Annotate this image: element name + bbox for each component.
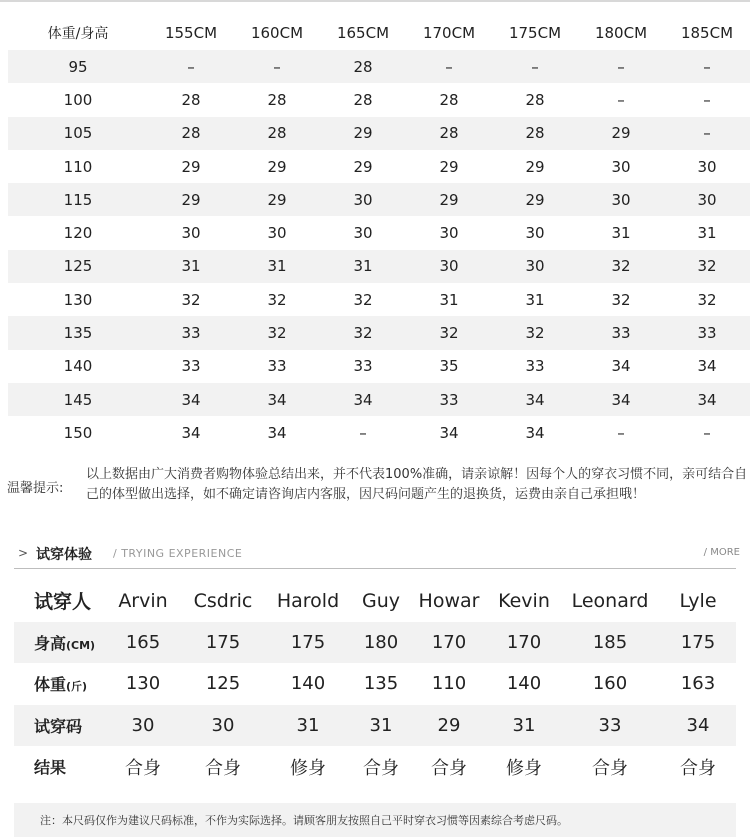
size-chart-row <box>8 283 750 316</box>
section-divider <box>14 568 736 569</box>
weight-cell: 163 <box>680 673 716 695</box>
size-cell: 34 <box>181 390 201 409</box>
weight-cell: 140 <box>63 357 93 376</box>
size-cell: 28 <box>439 124 459 143</box>
size-chart-row <box>8 416 750 449</box>
height-row <box>14 622 736 664</box>
size-cell: 29 <box>181 190 201 209</box>
height-cell: 175 <box>290 631 326 653</box>
size-cell: 28 <box>525 124 545 143</box>
weight-unit: (斤) <box>66 680 88 694</box>
size-cell: 30 <box>525 224 545 243</box>
result-cell: 合身 <box>125 757 161 779</box>
result-cell: 修身 <box>506 757 542 779</box>
size-cell: 32 <box>439 324 459 343</box>
size-cell: – <box>273 57 281 76</box>
height-header: 155CM <box>164 24 218 42</box>
person-name-cell: Guy <box>361 589 400 612</box>
result-cell: 合身 <box>363 757 399 779</box>
height-cell: 180 <box>363 631 399 653</box>
size-cell: 32 <box>181 290 201 309</box>
weight-cell: 140 <box>506 673 542 695</box>
size-chart-body <box>8 50 750 450</box>
size-cell: 34 <box>267 390 287 409</box>
size-cell: 29 <box>267 190 287 209</box>
size-cell: 31 <box>369 714 393 736</box>
height-header: 160CM <box>250 24 304 42</box>
trying-experience-title: 试穿体验 <box>36 547 92 563</box>
size-chart-row <box>8 350 750 383</box>
chevron-right-icon: > <box>18 546 29 560</box>
tip-label: 温馨提示: <box>7 481 64 496</box>
size-cell: 32 <box>525 324 545 343</box>
size-cell: 34 <box>439 423 459 442</box>
weight-cell: 95 <box>68 57 88 76</box>
result-cell: 修身 <box>290 757 326 779</box>
size-cell: 33 <box>697 324 717 343</box>
size-cell: – <box>703 57 711 76</box>
size-cell: 32 <box>611 257 631 276</box>
size-cell: 34 <box>353 390 373 409</box>
size-cell: 29 <box>439 157 459 176</box>
top-divider <box>0 0 750 2</box>
weight-cell: 150 <box>63 423 93 442</box>
weight-cell: 105 <box>63 124 93 143</box>
weight-cell: 120 <box>63 224 93 243</box>
person-name-cell: Lyle <box>679 589 717 612</box>
height-header: 180CM <box>594 24 648 42</box>
size-chart-row <box>8 117 750 150</box>
person-row <box>14 580 736 622</box>
size-cell: 30 <box>611 157 631 176</box>
height-header: 185CM <box>680 24 734 42</box>
size-cell: 29 <box>353 157 373 176</box>
size-row <box>14 705 736 747</box>
height-header: 170CM <box>422 24 476 42</box>
height-header: 165CM <box>336 24 390 42</box>
trying-experience-table <box>14 580 736 788</box>
size-cell: 32 <box>611 290 631 309</box>
height-cell: 170 <box>431 631 467 653</box>
size-cell: 30 <box>611 190 631 209</box>
size-cell: – <box>187 57 195 76</box>
size-chart-table <box>8 16 750 450</box>
size-cell: – <box>531 57 539 76</box>
size-cell: 34 <box>181 423 201 442</box>
note-text: 注：本尺码仅作为建议尺码标准，不作为实际选择。请顾客朋友按照自己平时穿衣习惯等因素综合考虑尺码。 <box>40 814 568 827</box>
weight-cell: 115 <box>63 190 93 209</box>
size-cell: 33 <box>525 357 545 376</box>
height-cell: 170 <box>506 631 542 653</box>
size-chart-row <box>8 50 750 83</box>
size-chart-header-row <box>8 16 750 50</box>
height-cell: 175 <box>205 631 241 653</box>
height-cell: 175 <box>680 631 716 653</box>
size-cell: 34 <box>697 390 717 409</box>
result-cell: 合身 <box>592 757 628 779</box>
weight-cell: 135 <box>63 324 93 343</box>
weight-cell: 135 <box>363 673 399 695</box>
weight-cell: 140 <box>290 673 326 695</box>
size-cell: 29 <box>525 157 545 176</box>
size-cell: 34 <box>697 357 717 376</box>
person-name-cell: Arvin <box>118 589 168 612</box>
size-cell: 31 <box>512 714 536 736</box>
size-cell: 28 <box>181 90 201 109</box>
size-cell: 31 <box>439 290 459 309</box>
size-cell: 30 <box>267 224 287 243</box>
weight-row <box>14 663 736 705</box>
trying-experience-subtitle: / TRYING EXPERIENCE <box>113 547 243 560</box>
size-cell: 28 <box>267 124 287 143</box>
height-cell: 185 <box>592 631 628 653</box>
size-cell: – <box>359 423 367 442</box>
size-cell: 30 <box>697 190 717 209</box>
size-cell: 34 <box>611 357 631 376</box>
size-cell: 32 <box>697 290 717 309</box>
weight-cell: 130 <box>125 673 161 695</box>
weight-cell: 125 <box>63 257 93 276</box>
height-header: 175CM <box>508 24 562 42</box>
size-chart-row <box>8 250 750 283</box>
size-cell: 34 <box>525 423 545 442</box>
tip-text: 以上数据由广大消费者购物体验总结出来，并不代表100%准确，请亲谅解！因每个人的穿衣习惯不同，亲可结合自己的体型做出选择，如不确定请咨询店内客服，因尺码问题产生的退换货，运费由亲自己承担哦！ <box>86 467 748 502</box>
size-chart-corner-label: 体重/身高 <box>47 26 109 42</box>
size-cell: 28 <box>353 57 373 76</box>
size-cell: 32 <box>267 290 287 309</box>
result-row <box>14 746 736 788</box>
size-cell: 31 <box>296 714 320 736</box>
height-unit: (CM) <box>66 638 96 652</box>
size-cell: 32 <box>353 324 373 343</box>
size-cell: 29 <box>353 124 373 143</box>
height-label-text: 身高 <box>34 633 67 653</box>
more-link[interactable]: / MORE <box>703 547 740 558</box>
size-cell: 29 <box>611 124 631 143</box>
size-cell: 32 <box>267 324 287 343</box>
result-label: 结果 <box>34 758 67 778</box>
size-cell: 31 <box>181 257 201 276</box>
size-cell: 30 <box>525 257 545 276</box>
size-cell: 29 <box>525 190 545 209</box>
size-cell: 29 <box>267 157 287 176</box>
person-name-cell: Kevin <box>498 589 550 612</box>
size-chart-row <box>8 216 750 249</box>
size-cell: 29 <box>437 714 461 736</box>
size-chart-row <box>8 316 750 349</box>
size-cell: 33 <box>181 357 201 376</box>
size-cell: 28 <box>525 90 545 109</box>
person-name-cell: Csdric <box>193 589 253 612</box>
size-cell: 32 <box>697 257 717 276</box>
size-cell: 34 <box>267 423 287 442</box>
weight-label-text: 体重 <box>34 675 67 695</box>
height-cell: 165 <box>125 631 161 653</box>
size-cell: 33 <box>267 357 287 376</box>
size-label: 试穿码 <box>34 716 83 736</box>
size-cell: 28 <box>267 90 287 109</box>
result-cell: 合身 <box>205 757 241 779</box>
weight-cell: 145 <box>63 390 93 409</box>
size-cell: – <box>617 423 625 442</box>
size-cell: – <box>445 57 453 76</box>
size-chart-row <box>8 183 750 216</box>
size-cell: 31 <box>353 257 373 276</box>
size-chart-row <box>8 383 750 416</box>
height-label <box>14 631 104 654</box>
size-cell: 30 <box>353 224 373 243</box>
size-cell: – <box>617 57 625 76</box>
size-cell: 29 <box>439 190 459 209</box>
size-cell: 30 <box>353 190 373 209</box>
size-chart-row <box>8 83 750 116</box>
size-cell: 34 <box>525 390 545 409</box>
size-cell: 31 <box>267 257 287 276</box>
person-name-cell: Howar <box>418 589 480 612</box>
weight-label <box>14 672 104 695</box>
size-cell: 31 <box>611 224 631 243</box>
person-name-cell: Harold <box>276 589 340 612</box>
size-cell: 29 <box>181 157 201 176</box>
weight-cell: 130 <box>63 290 93 309</box>
size-cell: – <box>703 124 711 143</box>
size-cell: 33 <box>598 714 622 736</box>
weight-cell: 110 <box>431 673 467 695</box>
trying-experience-heading <box>18 544 740 566</box>
size-cell: 28 <box>353 90 373 109</box>
result-cell: 合身 <box>431 757 467 779</box>
size-note <box>14 803 736 837</box>
weight-cell: 100 <box>63 90 93 109</box>
size-cell: 30 <box>697 157 717 176</box>
size-cell: 33 <box>353 357 373 376</box>
size-tip <box>0 465 750 505</box>
size-cell: 30 <box>131 714 155 736</box>
size-cell: 34 <box>611 390 631 409</box>
person-label: 试穿人 <box>34 591 92 614</box>
size-cell: 30 <box>439 257 459 276</box>
person-name-cell: Leonard <box>571 589 649 612</box>
size-cell: 32 <box>353 290 373 309</box>
size-cell: 31 <box>697 224 717 243</box>
size-cell: – <box>703 90 711 109</box>
size-cell: 30 <box>211 714 235 736</box>
result-cell: 合身 <box>680 757 716 779</box>
weight-cell: 125 <box>205 673 241 695</box>
size-cell: – <box>703 423 711 442</box>
size-cell: 33 <box>439 390 459 409</box>
size-cell: 33 <box>611 324 631 343</box>
size-cell: 33 <box>181 324 201 343</box>
size-chart-row <box>8 150 750 183</box>
size-cell: 28 <box>439 90 459 109</box>
weight-cell: 110 <box>63 157 93 176</box>
weight-cell: 160 <box>592 673 628 695</box>
size-cell: 31 <box>525 290 545 309</box>
size-cell: 30 <box>439 224 459 243</box>
size-cell: 35 <box>439 357 459 376</box>
size-cell: 30 <box>181 224 201 243</box>
size-cell: 34 <box>686 714 710 736</box>
size-cell: 28 <box>181 124 201 143</box>
size-cell: – <box>617 90 625 109</box>
